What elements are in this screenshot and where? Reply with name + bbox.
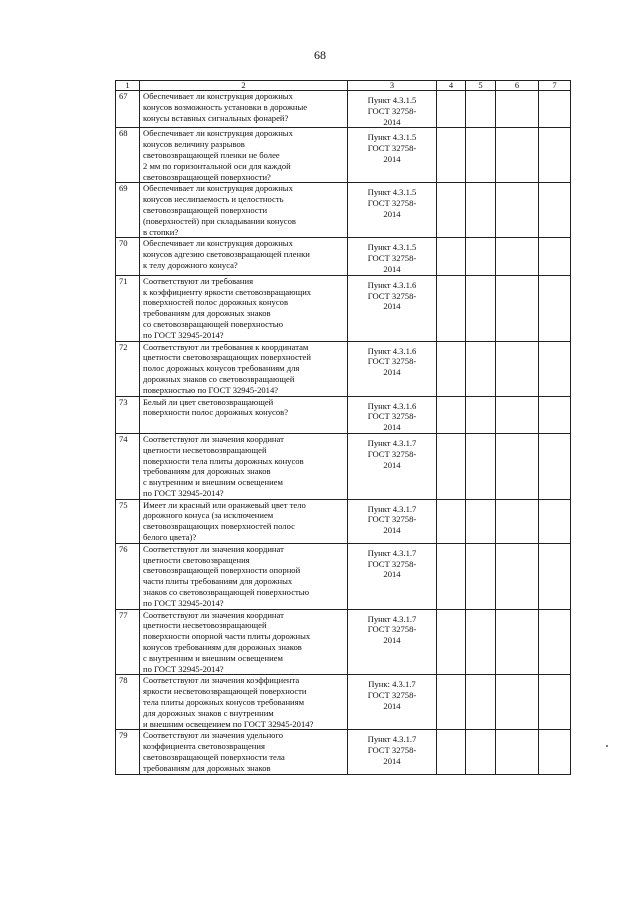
row-number: 71 <box>116 275 140 341</box>
answer-cell-col-7[interactable] <box>539 91 571 128</box>
question-line: 2 мм по горизонтальной оси для каждой <box>143 160 291 171</box>
reference-line: Пунк: 4.3.1.7 <box>368 679 416 690</box>
table-row <box>116 543 571 609</box>
row-number: 78 <box>116 675 140 730</box>
question-line: Соответствуют ли значения координат <box>143 433 284 444</box>
question-line: световозвращающей поверхности? <box>143 171 271 182</box>
question-line: части плиты требованиям для дорожных <box>143 576 293 587</box>
answer-cell-col-5[interactable] <box>466 275 496 341</box>
answer-cell-col-7[interactable] <box>539 238 571 275</box>
reference-line: 2014 <box>383 301 401 312</box>
question-line: поверхности полос дорожных конусов? <box>143 407 289 418</box>
answer-cell-col-6[interactable] <box>496 91 539 128</box>
reference-line: 2014 <box>383 756 401 767</box>
question-line: поверхностью по ГОСТ 32945-2014? <box>143 384 279 395</box>
reference-cell <box>348 341 437 396</box>
reference-cell <box>348 433 437 499</box>
reference-line: Пункт 4.3.1.5 <box>367 95 417 105</box>
reference-cell <box>348 238 437 275</box>
question-line: и внешним освещением по ГОСТ 32945-2014? <box>143 718 314 729</box>
answer-cell-col-4[interactable] <box>437 91 466 128</box>
question-line: яркости несветовозвращающей поверхности <box>143 686 307 697</box>
reference-line: 2014 <box>383 569 401 580</box>
question-cell <box>140 91 348 128</box>
answer-cell-col-4[interactable] <box>437 499 466 543</box>
question-line: поверхности тела плиты дорожных конусов <box>143 455 304 466</box>
reference-cell <box>348 183 437 238</box>
question-line: Соответствуют ли значения коэффициента <box>143 675 300 686</box>
question-line: с внутренним и внешним освещением <box>143 652 283 663</box>
reference-cell <box>348 91 437 128</box>
table-row <box>116 341 571 396</box>
question-line: с внутренним и внешним освещением <box>143 477 283 488</box>
answer-cell-col-5[interactable] <box>466 128 496 183</box>
question-cell <box>140 609 348 675</box>
answer-cell-col-6[interactable] <box>496 499 539 543</box>
reference-line: ГОСТ 32758- <box>367 105 417 116</box>
answer-cell-col-4[interactable] <box>437 675 466 730</box>
answer-cell-col-7[interactable] <box>539 499 571 543</box>
answer-cell-col-6[interactable] <box>496 396 539 433</box>
answer-cell-col-7[interactable] <box>539 543 571 609</box>
question-cell <box>140 433 348 499</box>
question-line: для дорожных знаков с внутренним <box>143 707 274 718</box>
question-cell <box>140 396 348 433</box>
answer-cell-col-6[interactable] <box>496 433 539 499</box>
reference-cell <box>348 499 437 543</box>
answer-cell-col-5[interactable] <box>466 433 496 499</box>
answer-cell-col-6[interactable] <box>496 238 539 275</box>
row-number: 79 <box>116 730 140 774</box>
row-number: 76 <box>116 543 140 609</box>
reference-line: Пункт 4.3.1.7 <box>367 734 417 745</box>
reference-cell <box>348 730 437 774</box>
reference-line: 2014 <box>383 701 401 712</box>
row-number: 70 <box>116 238 140 275</box>
answer-cell-col-7[interactable] <box>539 128 571 183</box>
row-number: 74 <box>116 433 140 499</box>
table-row <box>116 128 571 183</box>
question-line: конусов требованиям для дорожных знаков <box>143 642 302 653</box>
answer-cell-col-5[interactable] <box>466 341 496 396</box>
question-line: Белый ли цвет световозвращающей <box>143 396 274 407</box>
question-line: полос дорожных конусов требованиям для <box>143 363 300 374</box>
answer-cell-col-5[interactable] <box>466 183 496 238</box>
question-line: по ГОСТ 32945-2014? <box>143 487 224 498</box>
header-cell: 4 <box>437 81 466 91</box>
reference-line: Пункт 4.3.1.7 <box>367 547 417 558</box>
row-number: 72 <box>116 341 140 396</box>
question-cell <box>140 499 348 543</box>
reference-line: ГОСТ 32758- <box>367 690 417 701</box>
answer-cell-col-4[interactable] <box>437 128 466 183</box>
page-number: 68 <box>314 48 326 62</box>
reference-line: 2014 <box>383 208 401 219</box>
question-line: Соответствуют ли требования к координатам <box>143 341 309 352</box>
reference-line: ГОСТ 32758- <box>367 514 417 525</box>
question-line: Обеспечивает ли конструкция дорожных <box>143 91 293 101</box>
question-line: требованиям для дорожных знаков <box>143 308 271 319</box>
question-line: по ГОСТ 32945-2014? <box>143 663 224 674</box>
answer-cell-col-7[interactable] <box>539 341 571 396</box>
question-line: знаков со световозвращающей поверхностью <box>143 587 310 598</box>
question-line: конусы вставных сигнальных фонарей? <box>143 112 289 123</box>
reference-line: ГОСТ 32758- <box>367 290 417 301</box>
question-line: световозвращающей пленки не более <box>143 149 280 160</box>
question-line: требованиям для дорожных знаков <box>143 466 271 477</box>
answer-cell-col-4[interactable] <box>437 730 466 774</box>
answer-cell-col-6[interactable] <box>496 730 539 774</box>
row-number: 77 <box>116 609 140 675</box>
answer-cell-col-7[interactable] <box>539 609 571 675</box>
reference-cell <box>348 543 437 609</box>
answer-cell-col-7[interactable] <box>539 275 571 341</box>
header-cell: 5 <box>466 81 496 91</box>
table-row <box>116 396 571 433</box>
reference-line: 2014 <box>383 459 401 470</box>
answer-cell-col-6[interactable] <box>496 675 539 730</box>
table-row <box>116 730 571 774</box>
question-cell <box>140 543 348 609</box>
reference-line: ГОСТ 32758- <box>367 624 417 635</box>
row-number: 75 <box>116 499 140 543</box>
table-row <box>116 675 571 730</box>
answer-cell-col-5[interactable] <box>466 238 496 275</box>
answer-cell-col-4[interactable] <box>437 275 466 341</box>
question-line: цветности световозвращающих поверхностей <box>143 352 311 363</box>
question-cell <box>140 128 348 183</box>
question-line: к коэффициенту яркости световозвращающих <box>143 286 312 297</box>
reference-cell <box>348 396 437 433</box>
question-line: белого цвета)? <box>143 532 197 543</box>
reference-line: Пункт 4.3.1.5 <box>367 132 417 143</box>
table-row <box>116 499 571 543</box>
answer-cell-col-7[interactable] <box>539 730 571 774</box>
header-cell: 6 <box>496 81 539 91</box>
answer-cell-col-5[interactable] <box>466 730 496 774</box>
question-line: со световозвращающей поверхностью <box>143 318 284 329</box>
question-line: световозвращающей поверхности опорной <box>143 565 301 576</box>
answer-cell-col-7[interactable] <box>539 396 571 433</box>
table-row <box>116 238 571 275</box>
answer-cell-col-5[interactable] <box>466 675 496 730</box>
table-row <box>116 433 571 499</box>
answer-cell-col-7[interactable] <box>539 433 571 499</box>
question-line: поверхности опорной части плиты дорожных <box>143 631 311 642</box>
answer-cell-col-5[interactable] <box>466 396 496 433</box>
reference-line: Пункт 4.3.1.7 <box>367 613 417 624</box>
question-line: световозвращающей поверхности <box>143 204 268 215</box>
row-number: 68 <box>116 128 140 183</box>
question-line: тела плиты дорожных конусов требованиям <box>143 697 305 708</box>
reference-line: Пункт 4.3.1.5 <box>367 187 417 198</box>
question-line: в стопки? <box>143 226 179 237</box>
question-cell <box>140 238 348 275</box>
question-line: Обеспечивает ли конструкция дорожных <box>143 128 293 139</box>
question-cell <box>140 183 348 238</box>
reference-line: Пункт 4.3.1.7 <box>367 437 417 448</box>
question-line: по ГОСТ 32945-2014? <box>143 329 224 340</box>
answer-cell-col-6[interactable] <box>496 341 539 396</box>
reference-cell <box>348 128 437 183</box>
reference-line: Пункт 4.3.1.6 <box>367 279 417 290</box>
reference-cell <box>348 275 437 341</box>
reference-line: ГОСТ 32758- <box>367 198 417 209</box>
answer-cell-col-7[interactable] <box>539 183 571 238</box>
row-number: 73 <box>116 396 140 433</box>
answer-cell-col-4[interactable] <box>437 341 466 396</box>
answer-cell-col-4[interactable] <box>437 183 466 238</box>
question-line: конусов величину разрывов <box>143 139 245 150</box>
answer-cell-col-4[interactable] <box>437 543 466 609</box>
answer-cell-col-4[interactable] <box>437 396 466 433</box>
reference-line: 2014 <box>383 116 401 127</box>
table-row <box>116 91 571 128</box>
question-line: цветности световозвращения <box>143 554 250 565</box>
reference-line: 2014 <box>383 263 401 274</box>
question-line: Соответствуют ли значения удельного <box>143 730 284 741</box>
answer-cell-col-6[interactable] <box>496 128 539 183</box>
question-line: коэффициента световозвращения <box>143 741 265 752</box>
answer-cell-col-4[interactable] <box>437 238 466 275</box>
header-cell: 2 <box>140 81 348 91</box>
answer-cell-col-7[interactable] <box>539 675 571 730</box>
row-number: 67 <box>116 91 140 128</box>
question-line: дорожных знаков со световозвращающей <box>143 373 295 384</box>
question-line: световозвращающей поверхности тела <box>143 752 285 763</box>
reference-line: 2014 <box>383 422 401 433</box>
question-cell <box>140 675 348 730</box>
checklist-table <box>115 80 571 775</box>
question-line: Обеспечивает ли конструкция дорожных <box>143 183 293 194</box>
reference-line: Пункт 4.3.1.6 <box>367 345 417 356</box>
answer-cell-col-6[interactable] <box>496 609 539 675</box>
reference-cell <box>348 609 437 675</box>
question-line: Обеспечивает ли конструкция дорожных <box>143 238 293 249</box>
reference-line: ГОСТ 32758- <box>367 448 417 459</box>
question-line: цветности несветовозвращающей <box>143 444 267 455</box>
answer-cell-col-5[interactable] <box>466 609 496 675</box>
answer-cell-col-6[interactable] <box>496 543 539 609</box>
answer-cell-col-4[interactable] <box>437 609 466 675</box>
reference-line: Пункт 4.3.1.5 <box>367 242 417 253</box>
question-cell <box>140 275 348 341</box>
reference-line: ГОСТ 32758- <box>367 558 417 569</box>
question-line: Имеет ли красный или оранжевый цвет тело <box>143 499 306 510</box>
reference-line: 2014 <box>383 635 401 646</box>
question-line: к телу дорожного конуса? <box>143 259 238 270</box>
header-row <box>116 81 571 91</box>
header-cell: 1 <box>116 81 140 91</box>
answer-cell-col-6[interactable] <box>496 183 539 238</box>
question-line: Соответствуют ли требования <box>143 275 254 286</box>
reference-line: ГОСТ 32758- <box>367 143 417 154</box>
reference-line: ГОСТ 32758- <box>367 356 417 367</box>
reference-line: Пункт 4.3.1.6 <box>367 400 417 411</box>
question-line: (поверхностей) при складывании конусов <box>143 215 296 226</box>
answer-cell-col-5[interactable] <box>466 543 496 609</box>
answer-cell-col-5[interactable] <box>466 91 496 128</box>
question-line: конусов адгезию световозвращающей пленки <box>143 249 310 260</box>
reference-line: Пункт 4.3.1.7 <box>367 503 417 514</box>
question-line: конусов возможность установки в дорожные <box>143 101 308 112</box>
reference-line: ГОСТ 32758- <box>367 253 417 264</box>
reference-line: ГОСТ 32758- <box>367 411 417 422</box>
question-line: Соответствуют ли значения координат <box>143 609 284 620</box>
question-line: Соответствуют ли значения координат <box>143 543 284 554</box>
reference-cell <box>348 675 437 730</box>
row-number: 69 <box>116 183 140 238</box>
question-line: цветности несветовозвращающей <box>143 620 267 631</box>
question-line: конусов неслипаемость и целостность <box>143 194 284 205</box>
reference-line: 2014 <box>383 525 401 536</box>
question-line: поверхностей полос дорожных конусов <box>143 297 289 308</box>
question-cell <box>140 730 348 774</box>
table-row <box>116 609 571 675</box>
question-line: дорожного конуса (за исключением <box>143 510 274 521</box>
answer-cell-col-5[interactable] <box>466 499 496 543</box>
question-line: световозвращающих поверхностей полос <box>143 521 295 532</box>
answer-cell-col-4[interactable] <box>437 433 466 499</box>
reference-line: 2014 <box>383 367 401 378</box>
question-line: по ГОСТ 32945-2014? <box>143 597 224 608</box>
answer-cell-col-6[interactable] <box>496 275 539 341</box>
header-cell: 3 <box>348 81 437 91</box>
table-row <box>116 183 571 238</box>
scan-mark <box>606 745 608 747</box>
question-line: требованиям для дорожных знаков <box>143 762 271 773</box>
table-row <box>116 275 571 341</box>
reference-line: 2014 <box>383 153 401 164</box>
reference-line: ГОСТ 32758- <box>367 745 417 756</box>
table-body <box>116 81 571 775</box>
header-cell: 7 <box>539 81 571 91</box>
question-cell <box>140 341 348 396</box>
